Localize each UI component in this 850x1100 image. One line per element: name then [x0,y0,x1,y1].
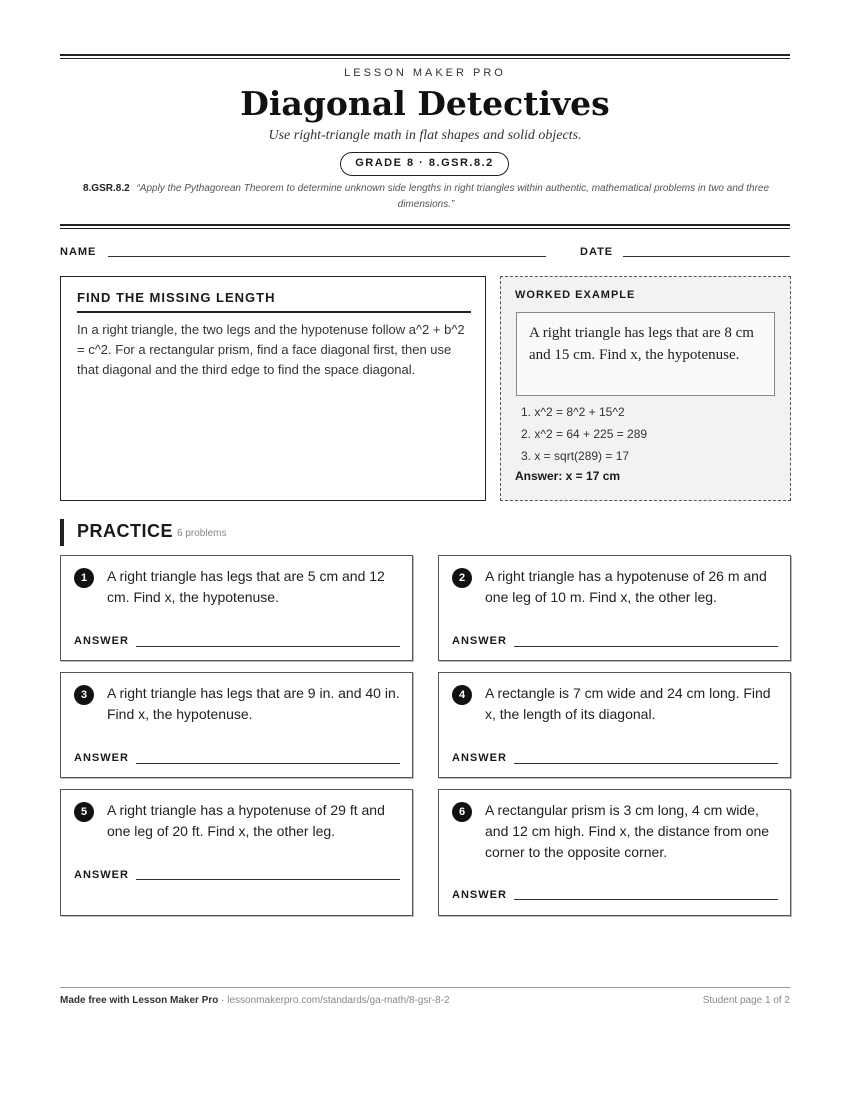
top-rule [60,54,790,56]
worked-example-box [500,276,791,501]
footer-rule [60,987,790,988]
answer-label: ANSWER [452,889,507,901]
problem-number: 3 [74,685,94,705]
answer-field[interactable] [514,763,778,764]
practice-count: 6 problems [177,528,227,539]
standard-text: “Apply the Pythagorean Theorem to determine unknown side lengths in right triangles within authentic, mathematical problems in two and three dimensions.” [136,183,770,210]
problem-text: A rectangle is 7 cm wide and 24 cm long. Find x, the length of its diagonal. [485,685,771,722]
answer-label: ANSWER [74,635,129,647]
worked-step: 1. x^2 = 8^2 + 15^2 [521,405,625,419]
worksheet-subtitle: Use right-triangle math in flat shapes and solid objects. [268,128,582,143]
problem-text: A right triangle has a hypotenuse of 29 ft and one leg of 20 ft. Find x, the other leg. [107,802,385,839]
instructions-box [60,276,486,501]
instructions-heading: FIND THE MISSING LENGTH [77,290,471,313]
date-label: DATE [580,246,614,258]
answer-label: ANSWER [452,752,507,764]
grade-standard-badge: GRADE 8 · 8.GSR.8.2 [340,152,509,176]
answer-label: ANSWER [74,869,129,881]
problem-card-4 [438,672,791,778]
problem-card-2 [438,555,791,661]
worked-step: 3. x = sqrt(289) = 17 [521,449,630,463]
header-bottom-rule [60,224,790,226]
problem-text: A rectangular prism is 3 cm long, 4 cm wide, and 12 cm high. Find x, the distance from one corner to the opposite corner. [485,802,770,860]
problem-text: A right triangle has legs that are 5 cm and 12 cm. Find x, the hypotenuse. [107,568,385,605]
problem-number: 5 [74,802,94,822]
standard-code: 8.GSR.8.2 [82,183,130,194]
problem-card-5 [60,789,413,916]
practice-accent-bar [60,519,64,546]
answer-field[interactable] [136,879,400,880]
name-label: NAME [60,246,97,258]
header-bottom-rule-thin [60,228,790,229]
footer-made-with: Made free with Lesson Maker Pro [60,995,219,1006]
worked-example-problem: A right triangle has legs that are 8 cm and 15 cm. Find x, the hypotenuse. [516,312,775,396]
instructions-text: In a right triangle, the two legs and the hypotenuse follow a^2 + b^2 = c^2. For a rectangular prism, find a face diagonal first, then use that diagonal and the third edge to find the space diagonal. [77,322,465,377]
answer-label: ANSWER [74,752,129,764]
answer-field[interactable] [136,763,400,764]
top-rule-thin [60,58,790,59]
worked-example-label: WORKED EXAMPLE [515,289,636,301]
problem-card-1 [60,555,413,661]
worked-example-answer: Answer: x = 17 cm [515,469,621,483]
answer-field[interactable] [514,646,778,647]
problem-number: 1 [74,568,94,588]
worked-example-steps [521,401,647,467]
footer-url[interactable]: · lessonmakerpro.com/standards/ga-math/8-gsr-8-2 [218,995,450,1006]
brand-label: LESSON MAKER PRO [344,67,506,79]
practice-heading: PRACTICE [77,521,174,541]
worksheet-title: Diagonal Detectives [240,84,610,123]
problem-text: A right triangle has legs that are 9 in. and 40 in. Find x, the hypotenuse. [107,685,400,722]
problem-number: 4 [452,685,472,705]
answer-label: ANSWER [452,635,507,647]
problem-number: 2 [452,568,472,588]
worked-step: 2. x^2 = 64 + 225 = 289 [521,427,648,441]
standard-description [66,181,786,213]
date-field[interactable] [623,256,790,257]
problem-text: A right triangle has a hypotenuse of 26 m and one leg of 10 m. Find x, the other leg. [485,568,767,605]
problem-card-3 [60,672,413,778]
name-field[interactable] [108,256,546,257]
page-indicator: Student page 1 of 2 [702,995,790,1006]
answer-field[interactable] [136,646,400,647]
problem-card-6 [438,789,791,916]
answer-field[interactable] [514,899,778,900]
problem-number: 6 [452,802,472,822]
footer-credit [60,995,450,1006]
